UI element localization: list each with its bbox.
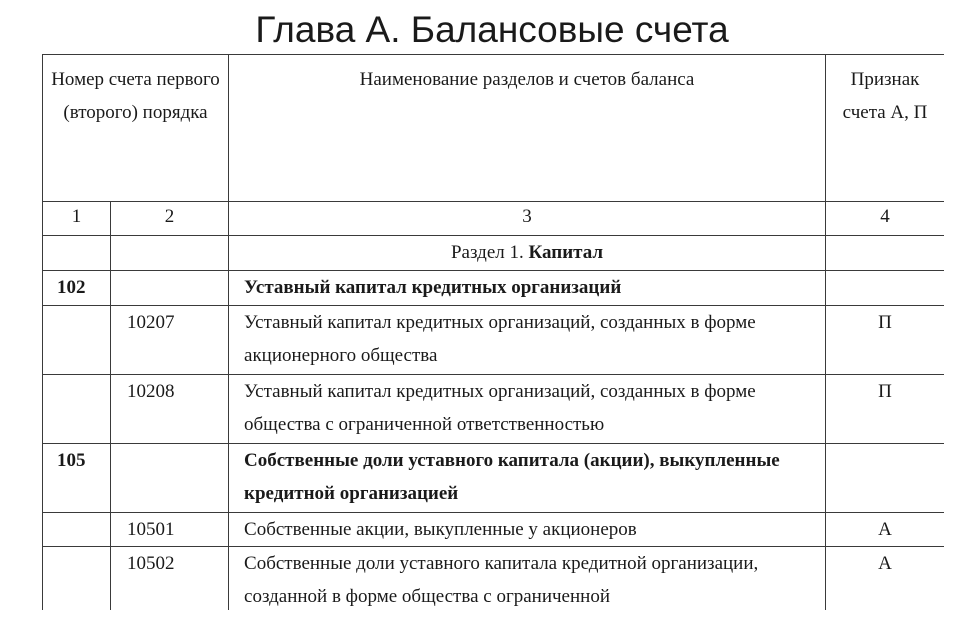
table-row [43, 271, 945, 306]
account-name: Уставный капитал кредитных организаций, созданных в форме акционерного общества [229, 306, 826, 375]
account-first-order: 102 [43, 271, 111, 306]
column-number-4: 4 [826, 202, 944, 236]
account-second-order: 10208 [111, 375, 229, 444]
section-cell-sign [826, 236, 944, 271]
table-row [43, 547, 945, 611]
account-sign: А [826, 513, 944, 547]
header-account-sign: Признак счета А, П [826, 55, 944, 202]
table-row [43, 513, 945, 547]
account-second-order: 10502 [111, 547, 229, 611]
section-cell-second [111, 236, 229, 271]
account-sign [826, 271, 944, 306]
page-title: Глава А. Балансовые счета [255, 9, 729, 50]
column-number-3: 3 [229, 202, 826, 236]
account-second-order: 10207 [111, 306, 229, 375]
account-first-order: 105 [43, 444, 111, 513]
account-first-order [43, 306, 111, 375]
header-row [43, 55, 945, 202]
column-number-1: 1 [43, 202, 111, 236]
section-row [43, 236, 945, 271]
account-sign: А [826, 547, 944, 611]
header-account-number: Номер счета первого (второго) порядка [43, 55, 229, 202]
table-row [43, 375, 945, 444]
account-sign: П [826, 375, 944, 444]
account-sign: П [826, 306, 944, 375]
account-second-order: 10501 [111, 513, 229, 547]
section-title [229, 236, 826, 271]
account-name: Собственные доли уставного капитала (акции), выкупленные кредитной организацией [229, 444, 826, 513]
balance-accounts-table [42, 54, 944, 610]
table-row [43, 444, 945, 513]
column-number-row [43, 202, 945, 236]
column-number-2: 2 [111, 202, 229, 236]
section-cell-first [43, 236, 111, 271]
account-name: Уставный капитал кредитных организаций, созданных в форме общества с ограниченной ответственностью [229, 375, 826, 444]
account-name: Собственные акции, выкупленные у акционеров [229, 513, 826, 547]
account-first-order [43, 547, 111, 611]
account-first-order [43, 513, 111, 547]
account-sign [826, 444, 944, 513]
account-name: Собственные доли уставного капитала кредитной организации, созданной в форме общества с ограниченной [229, 547, 826, 611]
account-second-order [111, 271, 229, 306]
accounts-table-container [42, 54, 944, 610]
account-second-order [111, 444, 229, 513]
table-row [43, 306, 945, 375]
header-account-name: Наименование разделов и счетов баланса [229, 55, 826, 202]
account-first-order [43, 375, 111, 444]
section-name: Капитал [528, 242, 604, 263]
section-prefix: Раздел 1. [450, 242, 524, 263]
account-name: Уставный капитал кредитных организаций [229, 271, 826, 306]
